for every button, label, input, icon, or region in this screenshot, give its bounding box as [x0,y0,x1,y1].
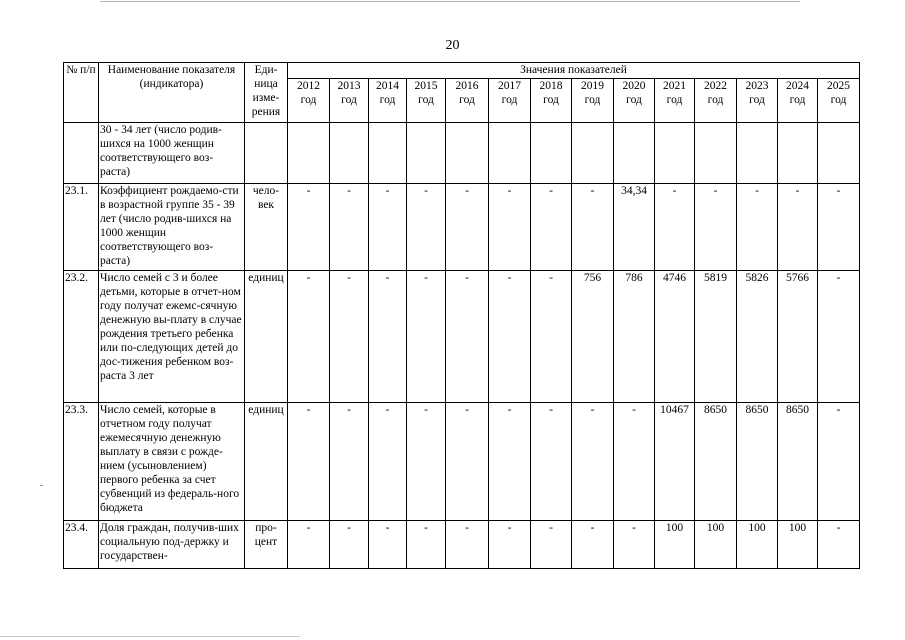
indicator-value: - [446,184,489,271]
indicator-value: - [369,184,407,271]
indicator-value: - [330,184,369,271]
indicator-value: - [818,521,860,569]
header-year: 2023 год [737,79,778,123]
row-number: 23.3. [64,403,99,521]
indicator-value: - [489,403,531,521]
header-year: 2025 год [818,79,860,123]
unit-of-measure: единиц [245,271,288,403]
header-year: 2020 год [614,79,655,123]
header-values-group: Значения показателей [288,63,860,79]
indicator-value: - [572,184,614,271]
indicator-value: - [818,403,860,521]
scan-speck [40,485,43,486]
indicator-value [330,123,369,184]
header-year: 2014 год [369,79,407,123]
header-year: 2018 год [531,79,572,123]
indicator-name: 30 - 34 лет (число родив-шихся на 1000 женщин соответствующего воз-раста) [99,123,245,184]
header-year: 2019 год [572,79,614,123]
indicator-value [489,123,531,184]
unit-of-measure [245,123,288,184]
indicator-name: Коэффициент рождаемо-сти в возрастной группе 35 - 39 лет (число родив-шихся на 1000 женщин соответствующего воз-раста) [99,184,245,271]
indicator-value: 8650 [695,403,737,521]
indicator-value: - [369,521,407,569]
indicator-value: - [369,271,407,403]
indicator-value: 10467 [655,403,695,521]
scan-edge-line [0,636,300,637]
indicator-value: - [695,184,737,271]
indicator-value: - [489,271,531,403]
indicator-value: 5826 [737,271,778,403]
indicator-value: - [655,184,695,271]
indicator-value [695,123,737,184]
indicator-value: - [407,184,446,271]
indicator-value: 100 [695,521,737,569]
unit-of-measure: про-цент [245,521,288,569]
table-row [64,271,860,403]
indicator-value: - [330,403,369,521]
header-name: Наименование показателя (индикатора) [99,63,245,123]
indicator-value: 100 [778,521,818,569]
table-row [64,123,860,184]
indicator-value: 34,34 [614,184,655,271]
page-number: 20 [445,38,460,53]
indicator-value: - [572,521,614,569]
indicator-value [778,123,818,184]
indicator-name: Число семей с 3 и более детьми, которые в отчет-ном году получат ежемс-сячную денежную вы-плату в случае рождения третьего ребенка или по-следующих детей до дос-тижения ребенком воз-раста 3 лет [99,271,245,403]
row-number: 23.4. [64,521,99,569]
table-row [64,521,860,569]
indicator-value [818,123,860,184]
indicator-value: - [407,403,446,521]
header-year: 2022 год [695,79,737,123]
indicator-value [369,123,407,184]
table-row [64,403,860,521]
indicator-value: - [288,271,330,403]
row-number: 23.2. [64,271,99,403]
header-unit: Еди-ница изме-рения [245,63,288,123]
indicator-value: - [572,403,614,521]
indicator-value: - [288,403,330,521]
indicator-value: - [531,271,572,403]
header-year: 2017 год [489,79,531,123]
indicator-value: - [369,403,407,521]
indicator-value [655,123,695,184]
indicator-value: - [446,521,489,569]
unit-of-measure: единиц [245,403,288,521]
indicator-value: 786 [614,271,655,403]
indicator-name: Доля граждан, получив-ших социальную под-держку и государствен- [99,521,245,569]
header-year: 2013 год [330,79,369,123]
indicator-value: 5819 [695,271,737,403]
header-year: 2024 год [778,79,818,123]
indicator-value [531,123,572,184]
indicator-value: 5766 [778,271,818,403]
indicator-value [737,123,778,184]
header-year: 2016 год [446,79,489,123]
header-year: 2021 год [655,79,695,123]
indicator-value: - [531,521,572,569]
scan-edge-line [100,1,800,2]
header-num: № п/п [64,63,99,123]
indicator-value: - [446,271,489,403]
table-row [64,184,860,271]
indicator-value: 4746 [655,271,695,403]
row-number [64,123,99,184]
indicator-value: - [489,521,531,569]
header-year: 2015 год [407,79,446,123]
indicator-value: - [330,271,369,403]
indicator-value: - [818,271,860,403]
indicator-value: 8650 [778,403,818,521]
indicator-value: - [489,184,531,271]
header-year: 2012 год [288,79,330,123]
unit-of-measure: чело-век [245,184,288,271]
indicator-value: - [737,184,778,271]
indicator-value [407,123,446,184]
indicator-value: 100 [737,521,778,569]
indicator-value [288,123,330,184]
indicator-value: - [818,184,860,271]
indicator-value: - [288,184,330,271]
row-number: 23.1. [64,184,99,271]
indicator-value: - [531,184,572,271]
indicator-name: Число семей, которые в отчетном году получат ежемесячную денежную выплату в связи с рожде-нием (усыновлением) первого ребенка за счет субвенций из федераль-ного бюджета [99,403,245,521]
indicator-value: - [446,403,489,521]
indicator-value [614,123,655,184]
indicator-value: 100 [655,521,695,569]
indicator-value: - [778,184,818,271]
indicator-value: - [407,521,446,569]
indicator-value [446,123,489,184]
indicator-value: - [330,521,369,569]
indicator-value: - [288,521,330,569]
indicator-value: - [614,521,655,569]
indicator-value: 8650 [737,403,778,521]
indicator-value: 756 [572,271,614,403]
indicators-table [63,62,860,569]
indicator-value: - [531,403,572,521]
indicator-value [572,123,614,184]
indicator-value: - [614,403,655,521]
indicator-value: - [407,271,446,403]
